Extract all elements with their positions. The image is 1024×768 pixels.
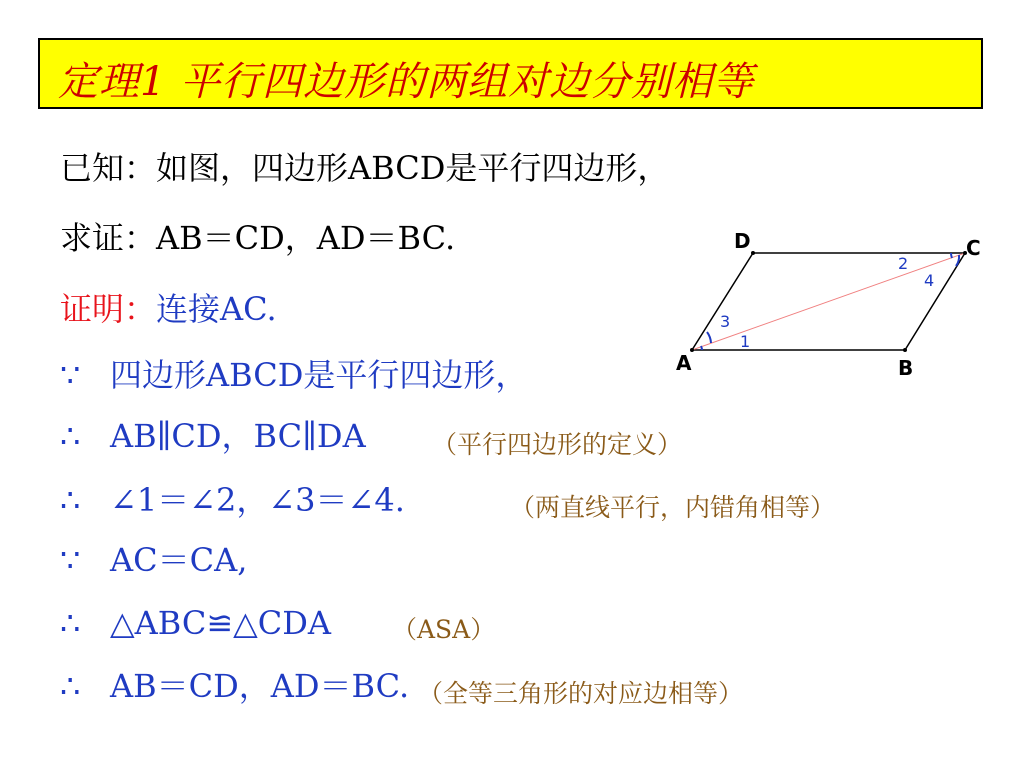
reason-2: （两直线平行，内错角相等） (510, 493, 836, 522)
step-text: AB＝CD，AD＝BC. (110, 667, 410, 705)
angle-label-2: 2 (898, 254, 909, 273)
proof-intro (60, 289, 277, 329)
reason-1: （平行四边形的定义） (432, 430, 683, 459)
because-symbol: ∵ (60, 541, 81, 579)
vertex-label-c: C (966, 236, 981, 260)
proof-first-step: 连接AC. (156, 290, 277, 328)
parallelogram-figure (640, 220, 1000, 380)
therefore-symbol: ∴ (60, 417, 81, 455)
reason-3: （ASA） (392, 615, 496, 644)
angle-label-4: 4 (924, 271, 935, 290)
therefore-symbol: ∴ (60, 481, 81, 519)
angle-label-1: 1 (740, 332, 751, 351)
therefore-symbol: ∴ (60, 667, 81, 705)
step-text: ∠1＝∠2，∠3＝∠4. (110, 481, 405, 519)
proof-step-4 (60, 540, 247, 580)
theorem-title: 定理1 平行四边形的两组对边分别相等 (58, 59, 755, 105)
proof-step-3 (60, 480, 405, 520)
therefore-symbol: ∴ (60, 604, 81, 642)
vertex-label-a: A (676, 351, 692, 375)
because-symbol: ∵ (60, 356, 81, 394)
proof-step-1 (60, 355, 527, 395)
step-text: AB∥CD，BC∥DA (110, 417, 366, 455)
angle-label-3: 3 (720, 312, 731, 331)
vertex-dot-d (751, 251, 755, 255)
title-box (38, 38, 983, 109)
vertex-label-d: D (734, 229, 751, 253)
given-statement: 已知：如图，四边形ABCD是平行四边形， (60, 149, 670, 187)
proof-step-6 (60, 666, 409, 706)
step-text: 四边形ABCD是平行四边形， (110, 356, 528, 394)
proof-step-5 (60, 603, 331, 643)
angle-arc-1 (701, 346, 702, 350)
angle-arc-3 (707, 332, 711, 343)
proof-step-2 (60, 416, 366, 456)
step-text: △ABC≌△CDA (110, 604, 331, 642)
angle-arc-2 (951, 253, 952, 258)
step-text: AC＝CA, (110, 541, 248, 579)
diagonal-ac (692, 253, 965, 350)
vertex-dot-b (903, 348, 907, 352)
prove-statement: 求证：AB＝CD，AD＝BC. (60, 219, 456, 257)
proof-label: 证明： (60, 290, 157, 328)
vertex-label-b: B (898, 356, 914, 380)
reason-4: （全等三角形的对应边相等） (418, 679, 744, 708)
